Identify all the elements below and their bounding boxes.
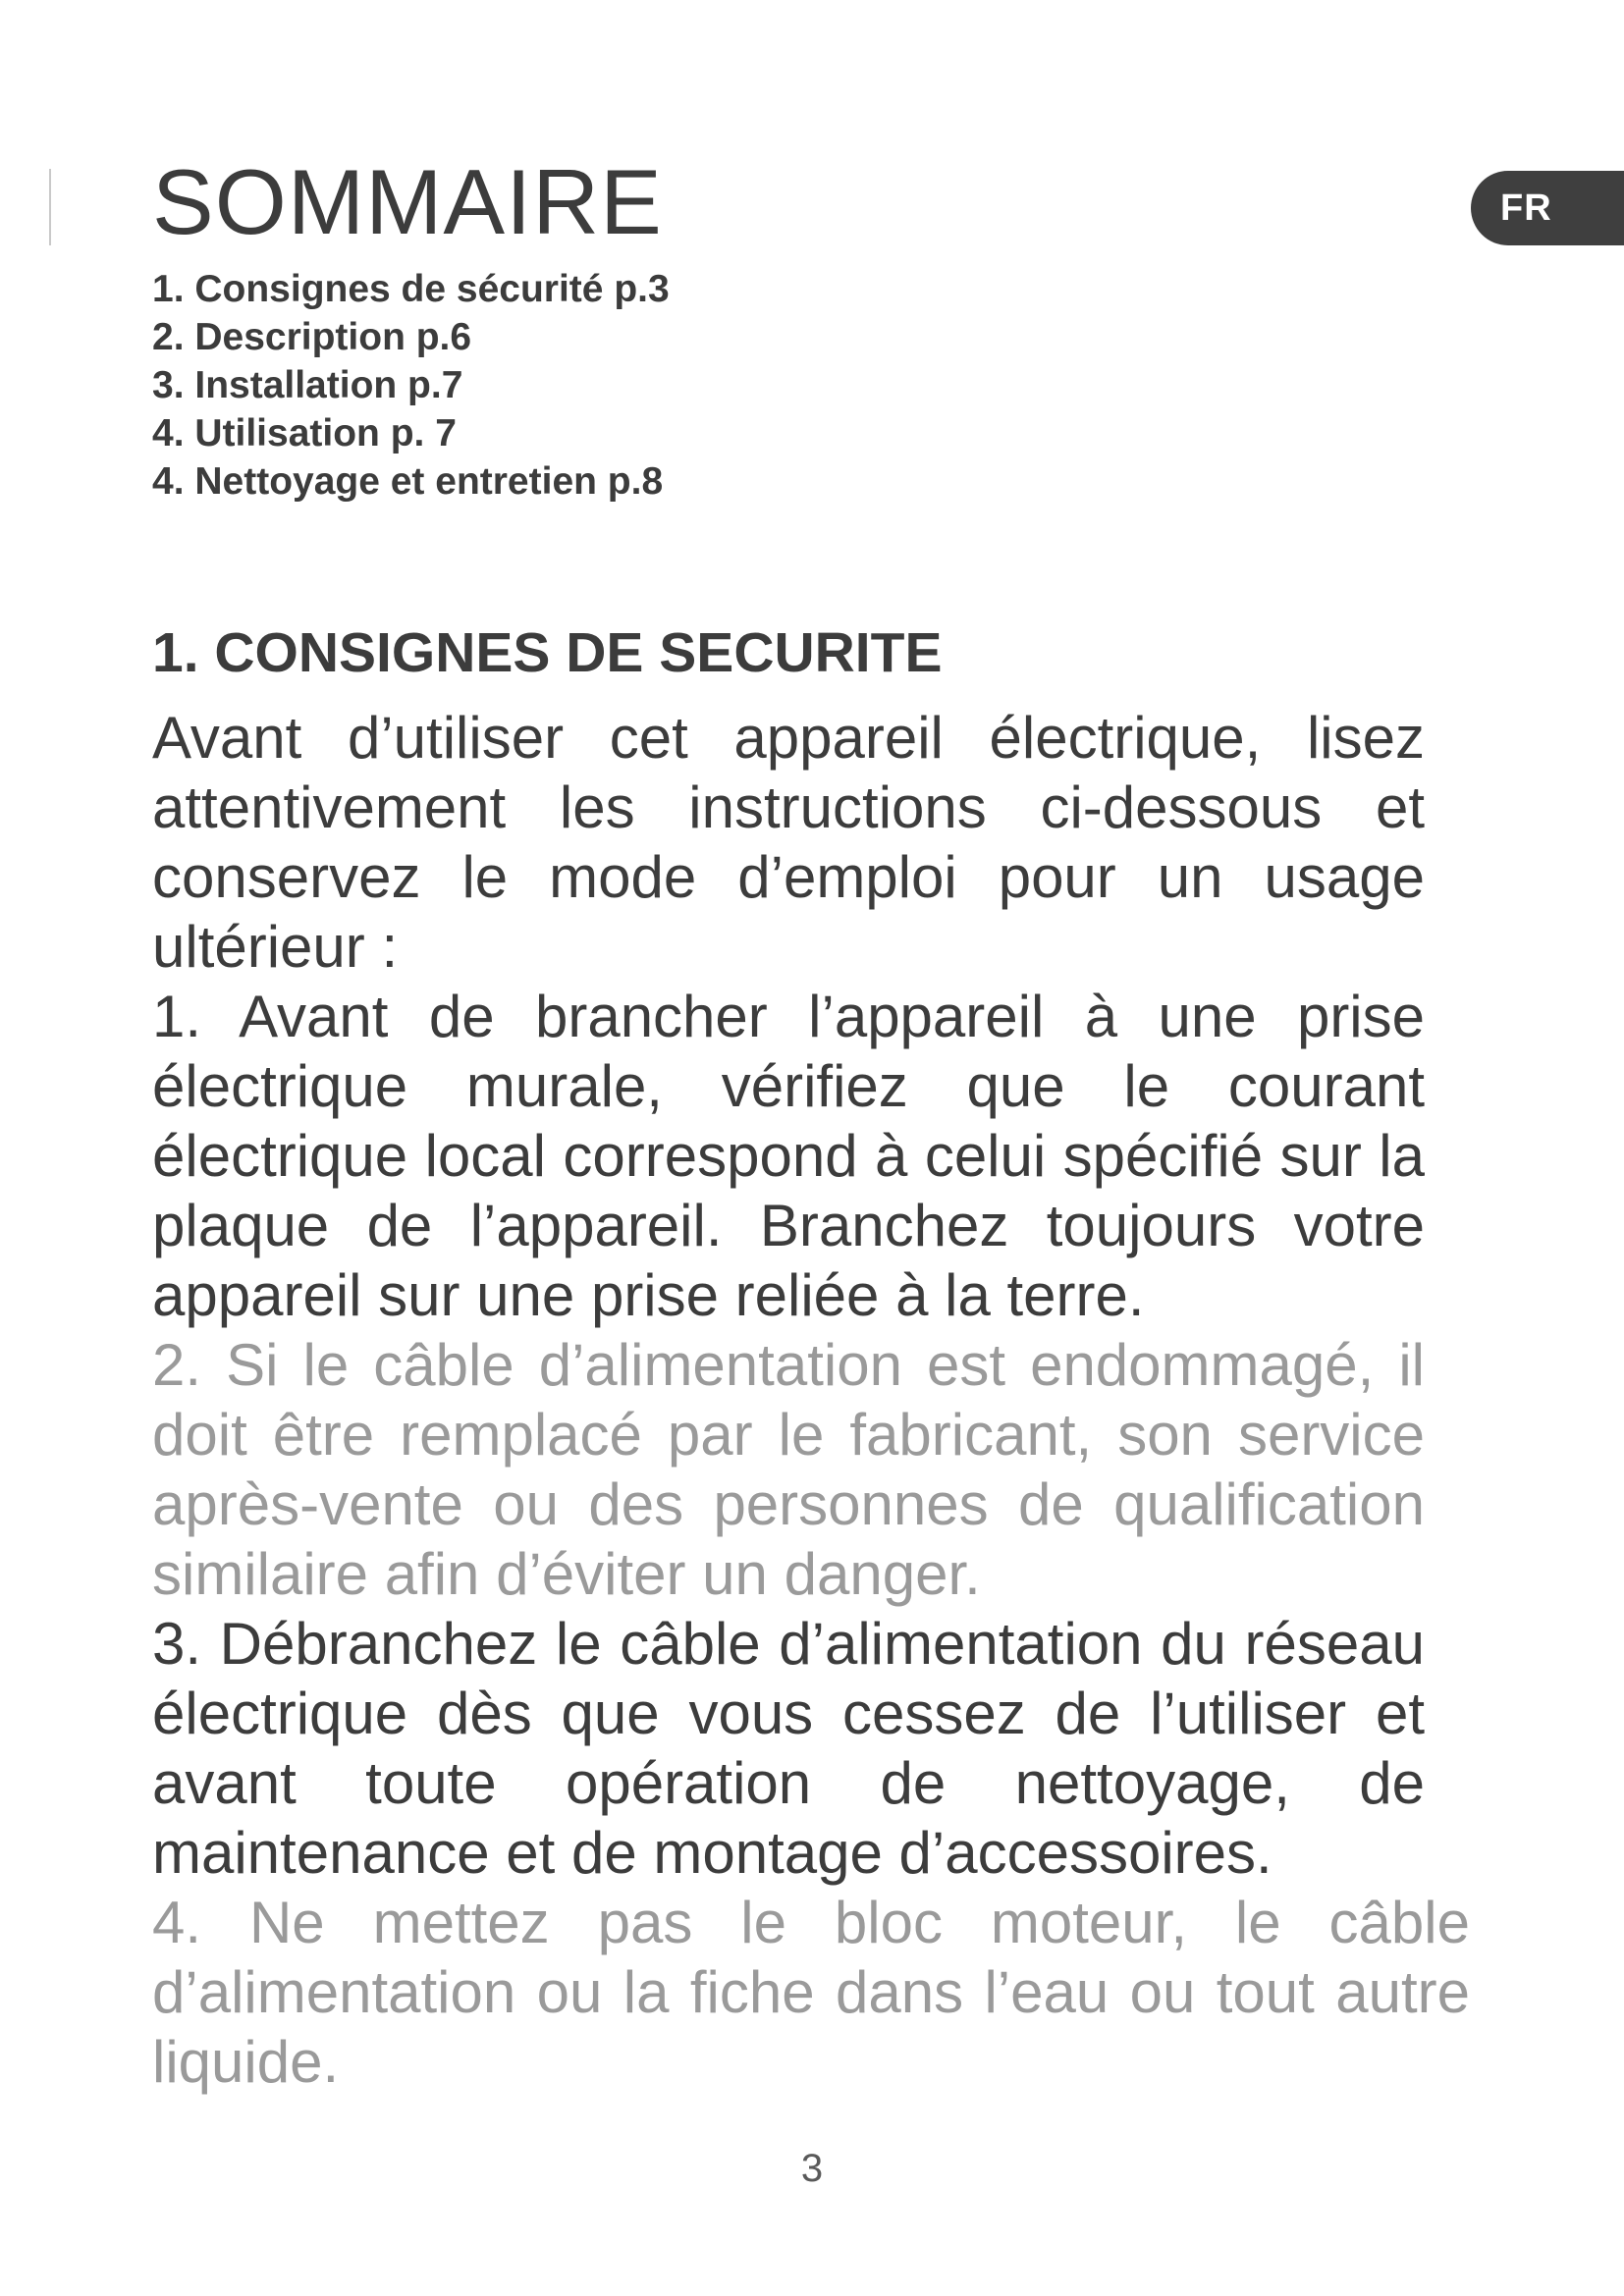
section-heading: 1. CONSIGNES DE SECURITE — [152, 621, 943, 684]
toc-item: 4. Utilisation p. 7 — [152, 412, 457, 454]
intro-paragraph: Avant d’utiliser cet appareil électrique, lisez attentivement les instructions ci-dessous et conservez le mode d’emploi pour un usage ultérieur : — [152, 705, 1425, 980]
safety-item: 2. Si le câble d’alimentation est endommagé, il doit être remplacé par le fabricant, son service après-vente ou des personnes de qualification similaire afin d’éviter un danger. — [152, 1332, 1425, 1607]
toc-item: 3. Installation p.7 — [152, 364, 463, 406]
table-of-contents — [152, 265, 670, 506]
toc-item: 4. Nettoyage et entretien p.8 — [152, 460, 664, 503]
margin-rule — [49, 169, 51, 245]
safety-item: 1. Avant de brancher l’appareil à une prise électrique murale, vérifiez que le courant électrique local correspond à celui spécifié sur la plaque de l’appareil. Branchez toujours votre appareil sur une prise reliée à la terre. — [152, 984, 1425, 1328]
language-tab: FR — [1471, 171, 1624, 245]
toc-item: 1. Consignes de sécurité p.3 — [152, 268, 670, 310]
safety-item: 4. Ne mettez pas le bloc moteur, le câble d’alimentation ou la fiche dans l’eau ou tout autre liquide. — [152, 1890, 1470, 2095]
page-title: SOMMAIRE — [152, 150, 663, 253]
page-number: 3 — [800, 2147, 824, 2190]
safety-instructions — [152, 703, 1470, 2097]
safety-item: 3. Débranchez le câble d’alimentation du réseau électrique dès que vous cessez de l’utiliser et avant toute opération de nettoyage, de maintenance et de montage d’accessoires. — [152, 1611, 1425, 1886]
toc-item: 2. Description p.6 — [152, 316, 472, 358]
